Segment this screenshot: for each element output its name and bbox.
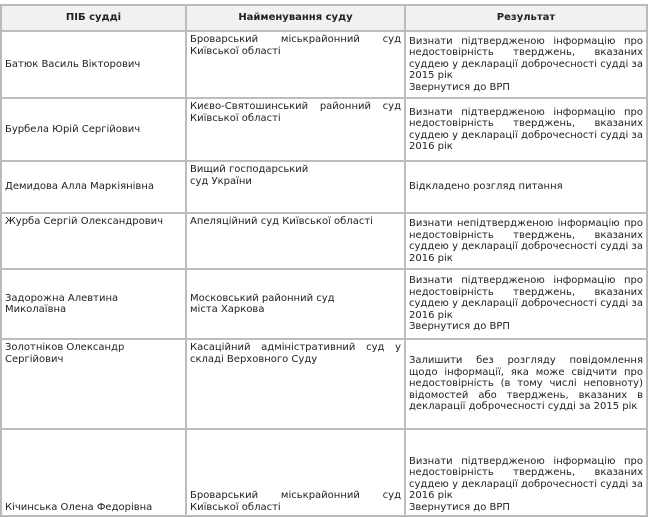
result-text: Визнати підтвердженою інформацію про недостовірність тверджень, вказаних суддею у декларації доброчесності судді за 2016 рік Звернутися до ВРП <box>409 455 643 513</box>
court-cell <box>186 269 405 339</box>
judge-name: Батюк Василь Вікторович <box>5 58 141 70</box>
table-header-row <box>1 5 647 31</box>
judge-name-cell <box>1 213 186 269</box>
result-cell <box>405 161 647 213</box>
court-name: Броварський міськрайонний суд Київської області <box>190 34 401 57</box>
court-name: Касаційний адміністративний суд у складі Верховного Суду <box>190 342 401 365</box>
judge-name-cell <box>1 31 186 98</box>
judge-name-cell <box>1 98 186 161</box>
court-name: Києво-Святошинський районний суд Київської області <box>190 101 401 124</box>
table-row <box>1 339 647 429</box>
result-cell <box>405 31 647 98</box>
judge-name-cell <box>1 339 186 429</box>
court-cell <box>186 339 405 429</box>
result-text: Визнати підтвердженою інформацію про недостовірність тверджень, вказаних суддею у декларації доброчесності судді за 2016 рік Звернутися до ВРП <box>409 275 643 333</box>
result-text: Визнати підтвердженою інформацію про недостовірність тверджень, вказаних суддею у декларації доброчесності судді за 2015 рік Звернутися до ВРП <box>409 35 643 93</box>
table-row <box>1 31 647 98</box>
judge-name: Золотніков Олександр Сергійович <box>5 342 125 365</box>
result-text: Визнати підтвердженою інформацію про недостовірність тверджень, вказаних суддею у декларації доброчесності судді за 2016 рік <box>409 106 643 152</box>
court-name: Московський районний суд міста Харкова <box>190 292 335 315</box>
judges-table <box>0 4 648 517</box>
judge-name: Кічинська Олена Федорівна <box>5 501 153 513</box>
result-text: Визнати непідтвердженою інформацію про недостовірність тверджень, вказаних суддею у декларації доброчесності судді за 2016 рік <box>409 218 643 264</box>
table-row <box>1 213 647 269</box>
result-text: Відкладено розгляд питання <box>409 181 563 193</box>
table-row <box>1 429 647 516</box>
result-cell <box>405 98 647 161</box>
judge-name: Демидова Алла Маркіянівна <box>5 181 154 193</box>
header-result: Результат <box>405 5 647 31</box>
header-court: Найменування суду <box>186 5 405 31</box>
result-cell <box>405 429 647 516</box>
court-name: Вищий господарський суд України <box>190 164 309 187</box>
judge-name-cell <box>1 269 186 339</box>
judge-name-cell <box>1 429 186 516</box>
judge-name: Бурбела Юрій Сергійович <box>5 123 141 135</box>
result-cell <box>405 213 647 269</box>
court-name: Апеляційний суд Київської області <box>190 216 373 227</box>
court-cell <box>186 98 405 161</box>
judge-name: Задорожна Алевтина Миколаївна <box>5 292 119 315</box>
judge-name: Журба Сергій Олександрович <box>5 216 164 227</box>
court-cell <box>186 213 405 269</box>
judge-name-cell <box>1 161 186 213</box>
court-name: Броварський міськрайонний суд Київської області <box>190 490 401 513</box>
table-row <box>1 98 647 161</box>
table-row <box>1 269 647 339</box>
court-cell <box>186 161 405 213</box>
court-cell <box>186 31 405 98</box>
court-cell <box>186 429 405 516</box>
result-cell <box>405 269 647 339</box>
table-row <box>1 161 647 213</box>
header-name: ПІБ судді <box>1 5 186 31</box>
result-text: Залишити без розгляду повідомлення щодо інформації, яка може свідчити про недостовірність (в тому числі неповноту) відомостей або тверджень, вказаних в декларації доброчесності судді за 2015 рік <box>409 355 643 413</box>
result-cell <box>405 339 647 429</box>
